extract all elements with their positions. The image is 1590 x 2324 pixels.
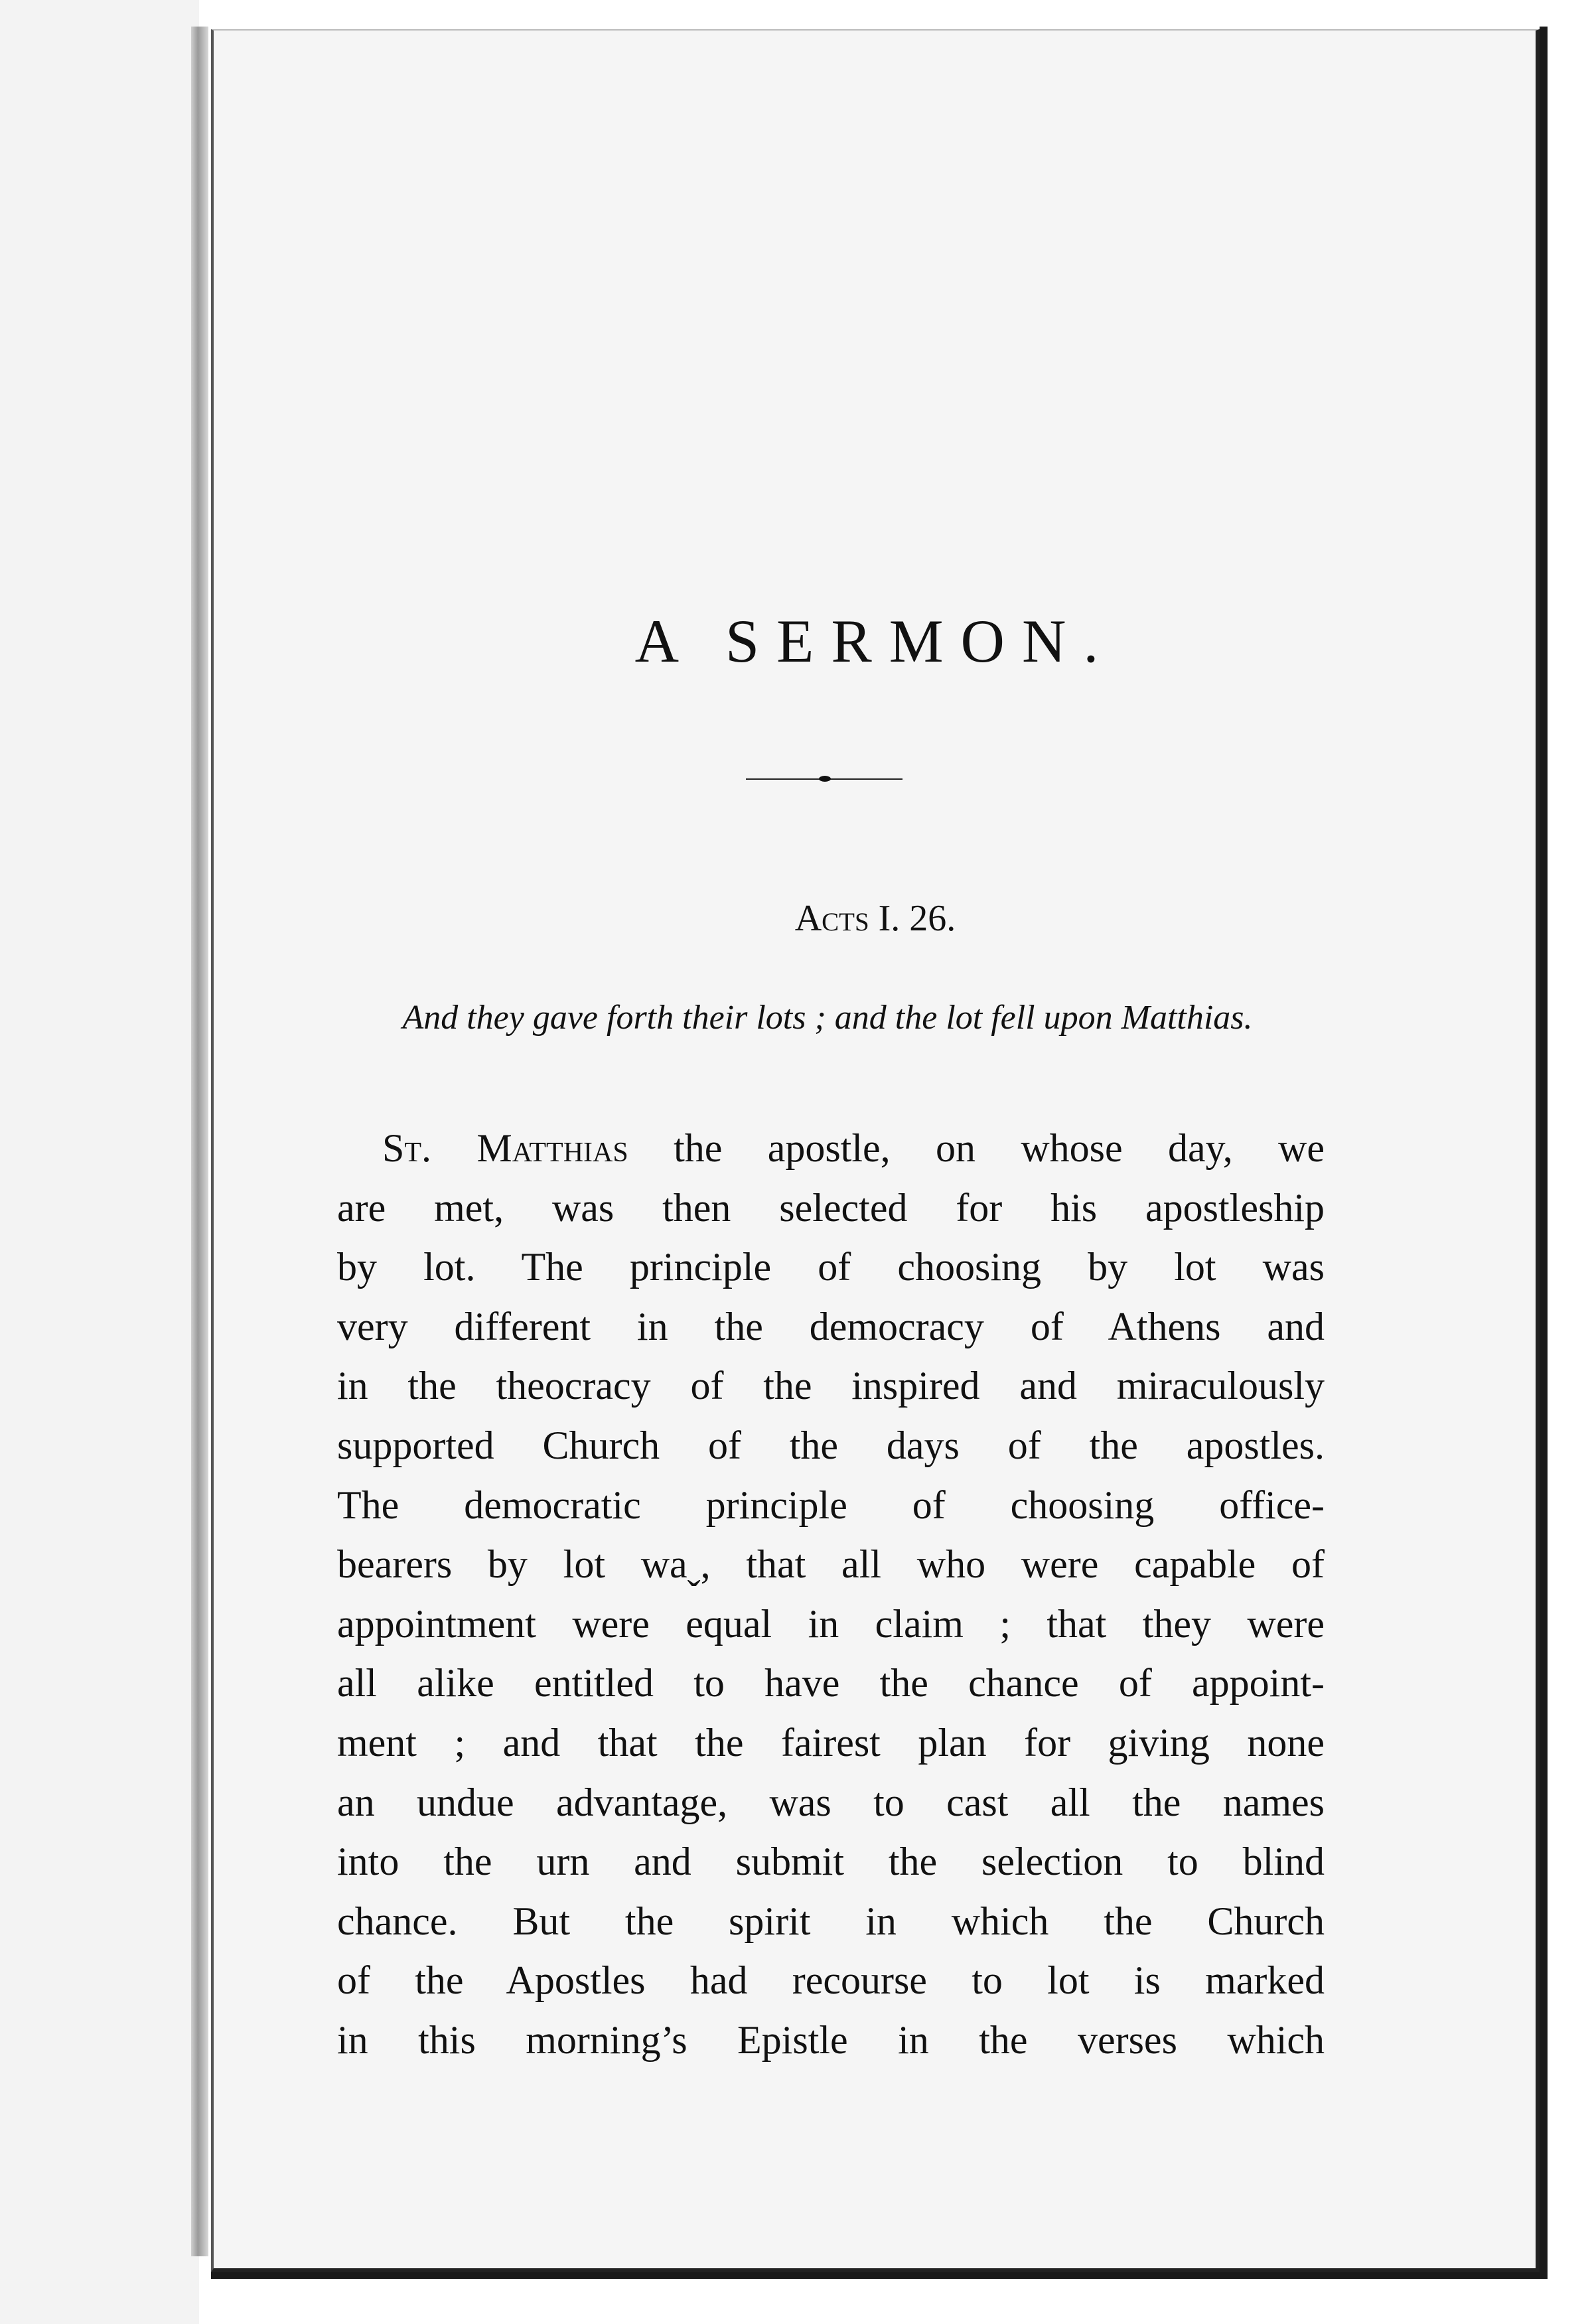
body-line: chance. But the spirit in which the Church: [337, 1899, 1325, 1943]
body-line: an undue advantage, was to cast all the names: [337, 1780, 1325, 1824]
body-line: ment ; and that the fairest plan for giving none: [337, 1720, 1325, 1765]
body-line: by lot. The principle of choosing by lot was: [337, 1245, 1325, 1289]
body-line: all alike entitled to have the chance of appoint-: [337, 1661, 1325, 1706]
epigraph-quote: And they gave forth their lots ; and the lot fell upon Matthias.: [402, 999, 1253, 1037]
body-line: are met, was then selected for his apostleship: [337, 1185, 1325, 1230]
body-line: St. Matthias the apostle, on whose day, we: [382, 1126, 1325, 1170]
body-line: supported Church of the days of the apostles.: [337, 1423, 1325, 1467]
body-line: The democratic principle of choosing office-: [337, 1483, 1325, 1527]
body-line: in this morning’s Epistle in the verses which: [337, 2017, 1325, 2062]
lead-name: St. Matthias: [382, 1126, 628, 1170]
body-line: bearers by lot waˬ, that all who were capable of: [337, 1542, 1325, 1587]
page-title: A SERMON.: [634, 607, 1116, 675]
book-gutter: [191, 27, 208, 2256]
body-line: in the theocracy of the inspired and miraculously: [337, 1364, 1325, 1408]
sermon-body: [337, 1119, 1325, 2070]
reference-verse: I. 26.: [878, 898, 956, 939]
scripture-reference: [211, 900, 1540, 937]
body-line: of the Apostles had recourse to lot is marked: [337, 1958, 1325, 2003]
facing-page-strip: [0, 0, 199, 2324]
page-bottom-border: [211, 2272, 1548, 2279]
page-right-border: [1540, 27, 1548, 2276]
title-ornament: [746, 775, 903, 783]
body-line: very different in the democracy of Athens and: [337, 1304, 1325, 1348]
reference-book: Acts: [794, 898, 869, 939]
body-line: appointment were equal in claim ; that they were: [337, 1601, 1325, 1646]
ornament-dot: [819, 776, 831, 782]
body-line: into the urn and submit the selection to blind: [337, 1840, 1325, 1884]
